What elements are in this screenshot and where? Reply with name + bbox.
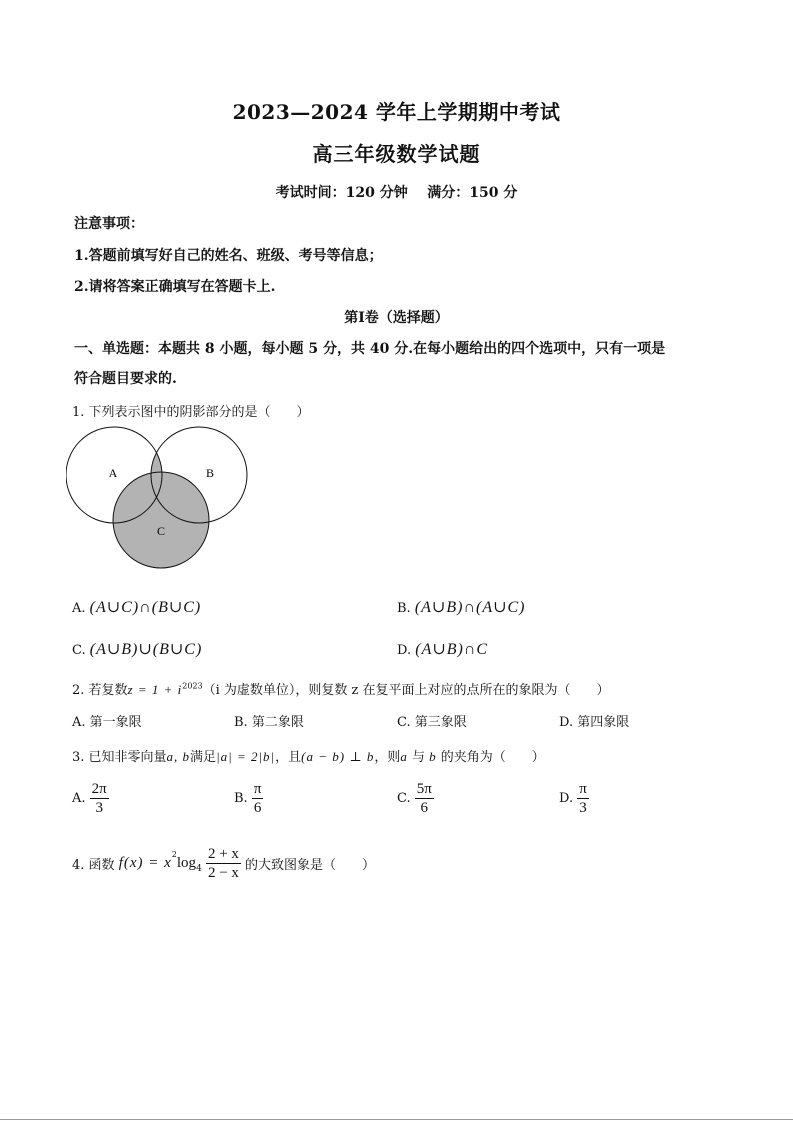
q1-option-b[interactable] — [397, 597, 526, 617]
option-expr: (A∪B)∩C — [415, 641, 489, 658]
option-label: C. — [397, 715, 411, 730]
section-instruction-2: 符合题目要求的. — [74, 371, 177, 387]
fraction-numerator: 2π — [91, 781, 107, 797]
q3-option-d[interactable] — [559, 780, 589, 817]
q2-option-c[interactable] — [397, 711, 467, 730]
q4-stem — [72, 845, 375, 882]
q2-option-b[interactable] — [234, 711, 304, 730]
exam-subtitle: 高三年级数学试题 — [312, 142, 481, 166]
option-text: 第一象限 — [89, 715, 142, 730]
exam-info: 考试时间：120 分钟 满分：150 分 — [275, 185, 518, 201]
option-expr: (A∪C)∩(B∪C) — [89, 599, 202, 616]
option-fraction — [252, 780, 264, 817]
q3-stem-end: 的夹角为（ ） — [440, 750, 545, 765]
venn-diagram — [66, 418, 256, 578]
q3-option-c[interactable] — [397, 780, 434, 817]
fraction-denominator: 3 — [579, 800, 587, 816]
option-label: D. — [559, 715, 574, 730]
q4-fraction — [206, 845, 241, 882]
q2-stem-start: 2. 若复数 — [72, 683, 128, 698]
q3-stem-mid: ，则 — [374, 750, 401, 765]
q3-condition-2: (a − b) ⊥ b — [301, 749, 375, 764]
fraction-denominator: 2 − x — [207, 865, 239, 881]
q3-cond2-pre: ，且 — [275, 750, 302, 765]
q2-stem — [72, 679, 610, 698]
option-expr: (A∪B)∪(B∪C) — [89, 641, 203, 658]
q1-option-c[interactable] — [72, 639, 202, 659]
q1-option-a[interactable] — [72, 597, 201, 617]
option-label: A. — [72, 715, 86, 730]
q3-condition-1: |a| = 2|b| — [216, 749, 276, 764]
q3-with: 与 — [411, 750, 425, 765]
option-expr: (A∪B)∩(A∪C) — [414, 599, 526, 616]
q3-stem-start: 3. 已知非零向量 — [72, 750, 167, 765]
q2-option-d[interactable] — [559, 711, 629, 730]
q4-log: log — [176, 855, 197, 871]
q3-stem — [72, 746, 545, 765]
fraction-numerator: 2 + x — [207, 846, 239, 862]
fraction-denominator: 3 — [95, 800, 103, 816]
option-text: 第二象限 — [251, 715, 304, 730]
q2-option-a[interactable] — [72, 711, 142, 730]
option-label: C. — [72, 643, 86, 658]
q2-stem-end: （i 为虚数单位），则复数 z 在复平面上对应的点所在的象限为（ ） — [202, 683, 610, 698]
q4-func: f(x) = x — [118, 855, 172, 871]
fraction-numerator: π — [579, 781, 587, 797]
option-label: D. — [559, 791, 574, 806]
option-label: B. — [234, 791, 248, 806]
option-label: C. — [397, 791, 411, 806]
q3-option-b[interactable] — [234, 780, 263, 817]
option-label: B. — [397, 601, 411, 616]
notes-heading: 注意事项： — [74, 216, 144, 232]
part-title: 第Ⅰ卷（选择题） — [344, 310, 449, 326]
exam-title: 2023—2024 学年上学期期中考试 — [232, 100, 561, 124]
q3-vectors: a, b — [166, 749, 191, 764]
q1-option-d[interactable] — [397, 639, 488, 659]
page-bottom-rule — [0, 1119, 793, 1120]
q2-expr: z = 1 + i — [127, 682, 183, 697]
q3-cond1-pre: 满足 — [190, 750, 217, 765]
fraction-numerator: π — [253, 781, 262, 797]
q1-stem: 1. 下列表示图中的阴影部分的是（ ） — [72, 405, 310, 420]
fraction-numerator: 5π — [416, 781, 432, 797]
q4-log-base: 4 — [196, 864, 202, 874]
fraction-denominator: 6 — [420, 800, 429, 816]
option-label: D. — [397, 643, 412, 658]
q4-stem-start: 4. 函数 — [72, 858, 115, 873]
section-instruction-1: 一、单选题：本题共 8 小题，每小题 5 分，共 40 分.在每小题给出的四个选项中，只有一项是 — [74, 341, 666, 357]
venn-label-a: A — [108, 466, 118, 480]
option-fraction — [415, 780, 434, 817]
option-text: 第三象限 — [414, 715, 467, 730]
q4-stem-end: 的大致图象是（ ） — [245, 858, 376, 873]
option-text: 第四象限 — [577, 715, 630, 730]
q3-vector-b: b — [429, 749, 437, 764]
fraction-denominator: 6 — [253, 800, 262, 816]
option-fraction — [577, 780, 589, 817]
note-item-2: 2.请将答案正确填写在答题卡上. — [74, 279, 276, 295]
option-fraction — [90, 780, 109, 817]
q3-vector-a: a — [400, 749, 408, 764]
option-label: A. — [72, 601, 86, 616]
q2-exponent: 2023 — [182, 681, 203, 691]
option-label: A. — [72, 791, 86, 806]
option-label: B. — [234, 715, 248, 730]
venn-label-c: C — [156, 524, 166, 538]
venn-label-b: B — [205, 466, 215, 480]
q4-square: 2 — [171, 850, 177, 859]
q3-option-a[interactable] — [72, 780, 109, 817]
note-item-1: 1.答题前填写好自己的姓名、班级、考号等信息； — [74, 248, 383, 264]
